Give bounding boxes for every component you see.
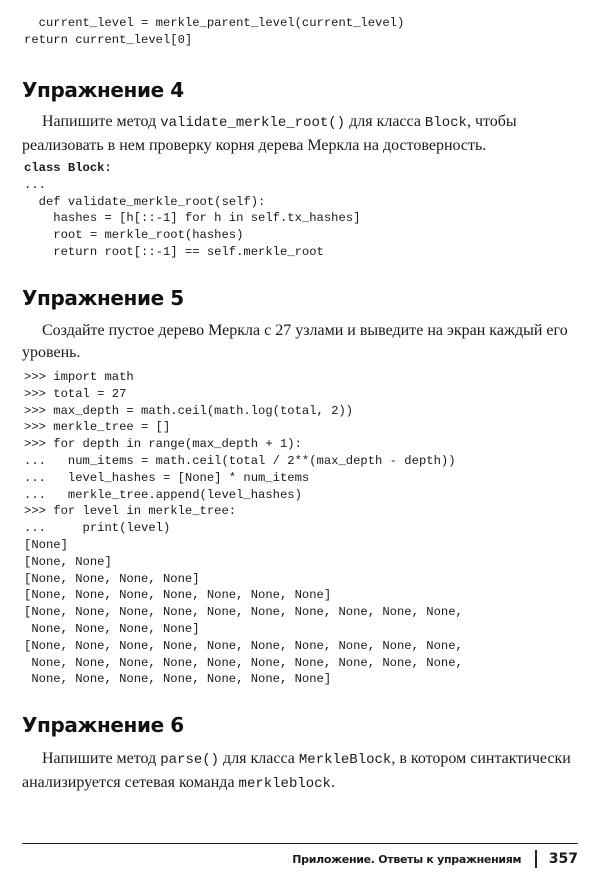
- footer-divider: [22, 843, 578, 844]
- output-line: [None, None, None, None, None, None, None, None, None, None,: [24, 638, 463, 653]
- code-line: class Block:: [24, 161, 112, 175]
- output-line: [None, None, None, None]: [24, 571, 200, 586]
- page-number: 357: [548, 851, 578, 867]
- output-line: [None, None, None, None, None, None, None]: [24, 588, 332, 603]
- footer-separator: [535, 850, 537, 868]
- code-line: ... merkle_tree.append(level_hashes): [24, 487, 302, 502]
- output-line: [None]: [24, 537, 68, 552]
- exercise-5-text: Создайте пустое дерево Меркла с 27 узлами и выведите на экран каждый его уровень.: [22, 322, 568, 361]
- output-line: [None, None, None, None, None, None, None, None, None, None,: [24, 605, 463, 620]
- code-line: def validate_merkle_root(self):: [24, 194, 266, 209]
- exercise-6-text: Напишите метод parse() для класса MerkleBlock, в котором синтактически анализируется сетевая команда merkleblock.: [22, 750, 571, 792]
- code-line: >>> total = 27: [24, 386, 127, 401]
- footer-section-title: Приложение. Ответы к упражнениям: [292, 852, 522, 866]
- code-line: return root[::-1] == self.merkle_root: [24, 244, 324, 259]
- code-line: ... level_hashes = [None] * num_items: [24, 470, 310, 485]
- output-line: None, None, None, None, None, None, None, None, None, None,: [24, 655, 463, 670]
- output-line: None, None, None, None]: [24, 621, 200, 636]
- output-line: None, None, None, None, None, None, None]: [24, 672, 332, 687]
- code-line: >>> max_depth = math.ceil(math.log(total, 2)): [24, 403, 354, 418]
- code-line: >>> merkle_tree = []: [24, 420, 171, 435]
- code-line: ... print(level): [24, 521, 171, 536]
- code-line: hashes = [h[::-1] for h in self.tx_hashes]: [24, 211, 361, 226]
- code-line: ...: [24, 177, 46, 192]
- code-line: root = merkle_root(hashes): [24, 228, 244, 243]
- exercise-6-heading: Упражнение 6: [22, 713, 184, 737]
- exercise-5-heading: Упражнение 5: [22, 286, 184, 310]
- code-line: >>> import math: [24, 370, 134, 384]
- output-line: [None, None]: [24, 554, 112, 569]
- code-line: >>> for depth in range(max_depth + 1):: [24, 437, 302, 452]
- top-code-block: [24, 15, 404, 49]
- exercise-4-code: [24, 160, 360, 261]
- code-line: >>> for level in merkle_tree:: [24, 504, 237, 519]
- code-line: ... num_items = math.ceil(total / 2**(max_depth - depth)): [24, 453, 456, 468]
- exercise-5-code: [24, 369, 463, 688]
- page-footer: [292, 850, 578, 868]
- code-line: return current_level[0]: [24, 32, 193, 47]
- code-line: current_level = merkle_parent_level(current_level): [24, 16, 405, 30]
- exercise-4-heading: Упражнение 4: [22, 78, 184, 102]
- exercise-4-text: Напишите метод validate_merkle_root() для класса Block, чтобы реализовать в нем проверку корня дерева Меркла на достоверность.: [22, 113, 517, 154]
